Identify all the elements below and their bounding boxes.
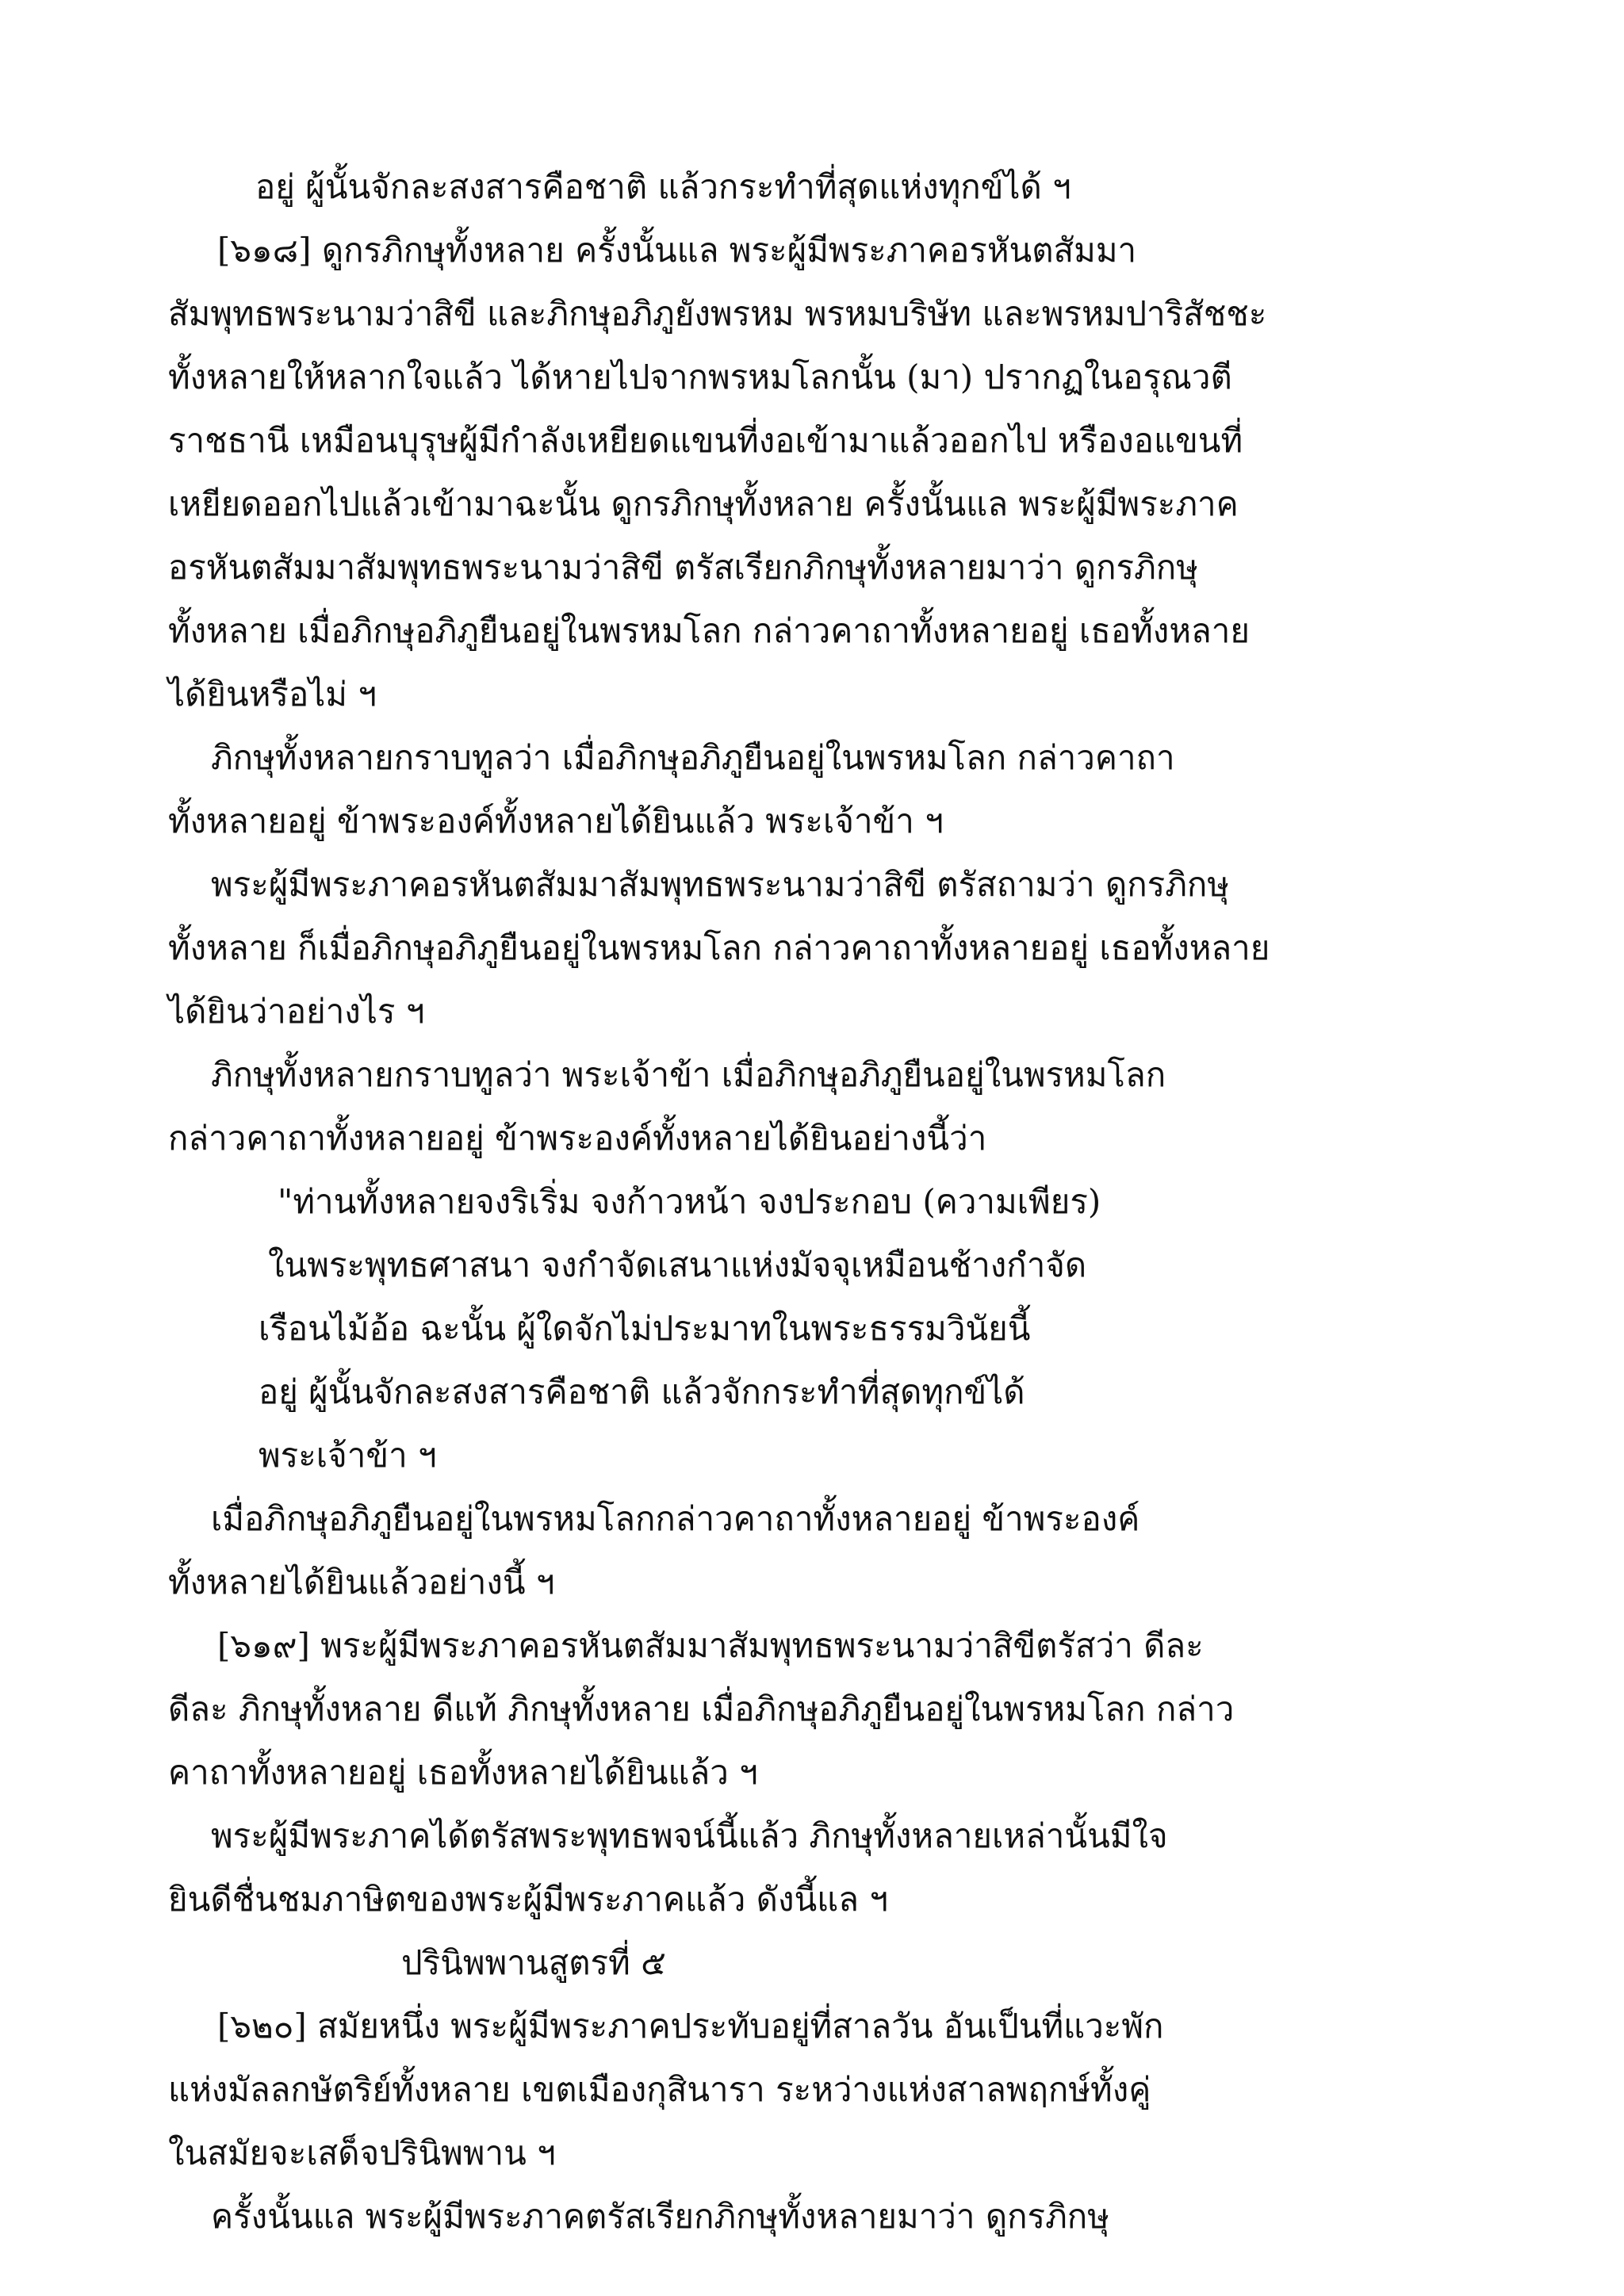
text-line: ได้ยินว่าอย่างไร ฯ bbox=[168, 992, 425, 1031]
text-line: สัมพุทธพระนามว่าสิขี และภิกษุอภิภูยังพรหม พรหมบริษัท และพรหมปาริสัชชะ bbox=[168, 294, 1267, 333]
sutta-heading: ปรินิพพานสูตรที่ ๕ bbox=[401, 1943, 666, 1982]
paragraph-619-line: [๖๑๙] พระผู้มีพระภาคอรหันตสัมมาสัมพุทธพระนามว่าสิขีตรัสว่า ดีละ bbox=[217, 1626, 1204, 1665]
text-line: ทั้งหลายอยู่ ข้าพระองค์ทั้งหลายได้ยินแล้ว พระเจ้าข้า ฯ bbox=[168, 802, 944, 840]
text-line: ดีละ ภิกษุทั้งหลาย ดีแท้ ภิกษุทั้งหลาย เมื่อภิกษุอภิภูยืนอยู่ในพรหมโลก กล่าว bbox=[168, 1689, 1235, 1728]
verse-line: เรือนไม้อ้อ ฉะนั้น ผู้ใดจักไม่ประมาทในพระธรรมวินัยนี้ bbox=[259, 1309, 1031, 1348]
text-line: ในสมัยจะเสด็จปรินิพพาน ฯ bbox=[168, 2133, 556, 2172]
text-line: ยินดีชื่นชมภาษิตของพระผู้มีพระภาคแล้ว ดังนี้แล ฯ bbox=[168, 1880, 888, 1919]
text-line: แห่งมัลลกษัตริย์ทั้งหลาย เขตเมืองกุสินารา ระหว่างแห่งสาลพฤกษ์ทั้งคู่ bbox=[168, 2070, 1151, 2109]
text-line: พระผู้มีพระภาคอรหันตสัมมาสัมพุทธพระนามว่าสิขี ตรัสถามว่า ดูกรภิกษุ bbox=[211, 865, 1230, 904]
text-line: กล่าวคาถาทั้งหลายอยู่ ข้าพระองค์ทั้งหลายได้ยินอย่างนี้ว่า bbox=[168, 1119, 987, 1158]
text-line: อรหันตสัมมาสัมพุทธพระนามว่าสิขี ตรัสเรียกภิกษุทั้งหลายมาว่า ดูกรภิกษุ bbox=[168, 548, 1198, 587]
paragraph-618-line: [๖๑๘] ดูกรภิกษุทั้งหลาย ครั้งนั้นแล พระผู้มีพระภาคอรหันตสัมมา bbox=[217, 231, 1137, 270]
text-line: เหยียดออกไปแล้วเข้ามาฉะนั้น ดูกรภิกษุทั้งหลาย ครั้งนั้นแล พระผู้มีพระภาค bbox=[168, 484, 1239, 523]
text-line: ทั้งหลายให้หลากใจแล้ว ได้หายไปจากพรหมโลกนั้น (มา) ปรากฏในอรุณวตี bbox=[168, 358, 1232, 396]
text-line: ภิกษุทั้งหลายกราบทูลว่า เมื่อภิกษุอภิภูยืนอยู่ในพรหมโลก กล่าวคาถา bbox=[211, 738, 1175, 777]
text-line: ทั้งหลาย ก็เมื่อภิกษุอภิภูยืนอยู่ในพรหมโลก กล่าวคาถาทั้งหลายอยู่ เธอทั้งหลาย bbox=[168, 928, 1270, 967]
text-line: ภิกษุทั้งหลายกราบทูลว่า พระเจ้าข้า เมื่อภิกษุอภิภูยืนอยู่ในพรหมโลก bbox=[211, 1055, 1166, 1094]
text-line: ทั้งหลาย เมื่อภิกษุอภิภูยืนอยู่ในพรหมโลก กล่าวคาถาทั้งหลายอยู่ เธอทั้งหลาย bbox=[168, 611, 1250, 650]
text-line: คาถาทั้งหลายอยู่ เธอทั้งหลายได้ยินแล้ว ฯ bbox=[168, 1753, 758, 1792]
paragraph-620-line: [๖๒๐] สมัยหนึ่ง พระผู้มีพระภาคประทับอยู่ที่สาลวัน อันเป็นที่แวะพัก bbox=[217, 2007, 1164, 2045]
verse-line: พระเจ้าข้า ฯ bbox=[259, 1436, 437, 1475]
text-line: อยู่ ผู้นั้นจักละสงสารคือชาติ แล้วกระทำที่สุดแห่งทุกข์ได้ ฯ bbox=[255, 167, 1071, 206]
text-line: ทั้งหลายได้ยินแล้วอย่างนี้ ฯ bbox=[168, 1563, 555, 1601]
text-line: ได้ยินหรือไม่ ฯ bbox=[168, 675, 377, 714]
verse-line: "ท่านทั้งหลายจงริเริ่ม จงก้าวหน้า จงประกอบ (ความเพียร) bbox=[278, 1182, 1101, 1221]
verse-line: อยู่ ผู้นั้นจักละสงสารคือชาติ แล้วจักกระทำที่สุดทุกข์ได้ bbox=[259, 1372, 1025, 1411]
text-line: พระผู้มีพระภาคได้ตรัสพระพุทธพจน์นี้แล้ว ภิกษุทั้งหลายเหล่านั้นมีใจ bbox=[211, 1816, 1168, 1855]
text-line: ครั้งนั้นแล พระผู้มีพระภาคตรัสเรียกภิกษุทั้งหลายมาว่า ดูกรภิกษุ bbox=[211, 2197, 1109, 2236]
verse-line: ในพระพุทธศาสนา จงกำจัดเสนาแห่งมัจจุเหมือนช้างกำจัด bbox=[268, 1246, 1087, 1284]
text-line: เมื่อภิกษุอภิภูยืนอยู่ในพรหมโลกกล่าวคาถาทั้งหลายอยู่ ข้าพระองค์ bbox=[211, 1499, 1140, 1538]
text-line: ราชธานี เหมือนบุรุษผู้มีกำลังเหยียดแขนที่งอเข้ามาแล้วออกไป หรืองอแขนที่ bbox=[168, 421, 1243, 460]
